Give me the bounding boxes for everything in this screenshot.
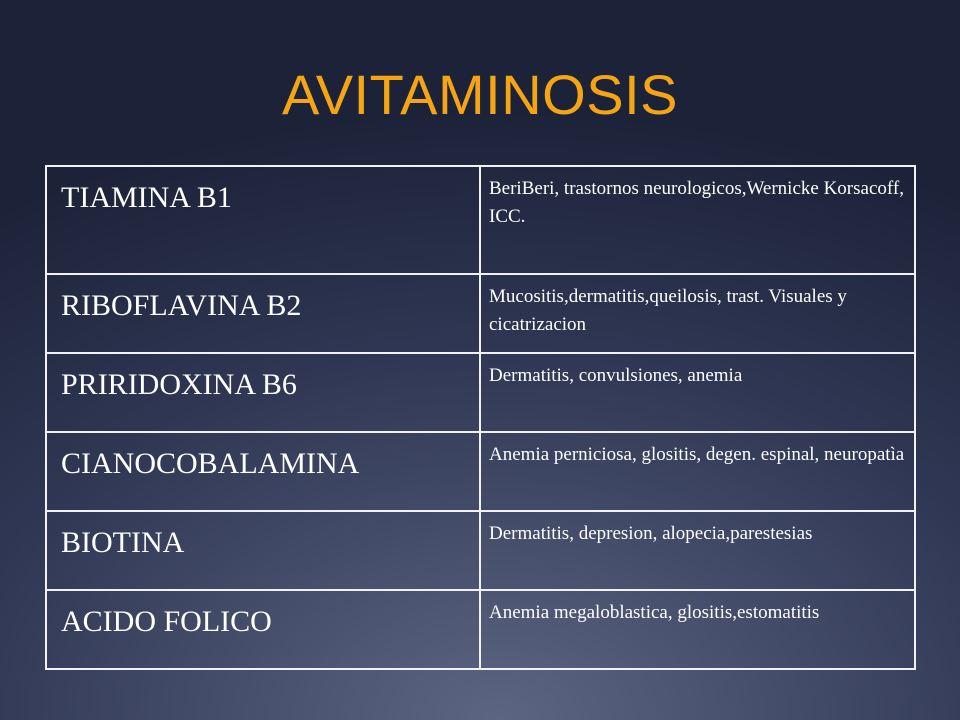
deficiency-effects-cell: Anemia megaloblastica, glositis,estomatitis — [480, 590, 915, 669]
vitamin-name-cell: TIAMINA B1 — [46, 166, 480, 274]
table-row — [46, 166, 915, 274]
deficiency-effects-cell: BeriBeri, trastornos neurologicos,Wernicke Korsacoff, ICC. — [480, 166, 915, 274]
slide-title: AVITAMINOSIS — [282, 63, 678, 126]
table-row — [46, 432, 915, 511]
deficiency-effects-cell: Mucositis,dermatitis,queilosis, trast. Visuales y cicatrizacion — [480, 274, 915, 353]
vitamin-name-cell: PRIRIDOXINA B6 — [46, 353, 480, 432]
vitamin-name-cell: BIOTINA — [46, 511, 480, 590]
vitamin-name-cell: RIBOFLAVINA B2 — [46, 274, 480, 353]
vitamin-table — [45, 165, 916, 670]
deficiency-effects-cell: Dermatitis, depresion, alopecia,parestesias — [480, 511, 915, 590]
deficiency-effects-cell: Anemia perniciosa, glositis, degen. espinal, neuropatìa — [480, 432, 915, 511]
table-row — [46, 511, 915, 590]
vitamin-name-cell: ACIDO FOLICO — [46, 590, 480, 669]
table-row — [46, 274, 915, 353]
table-row — [46, 590, 915, 669]
deficiency-effects-cell: Dermatitis, convulsiones, anemia — [480, 353, 915, 432]
table-row — [46, 353, 915, 432]
vitamin-name-cell: CIANOCOBALAMINA — [46, 432, 480, 511]
